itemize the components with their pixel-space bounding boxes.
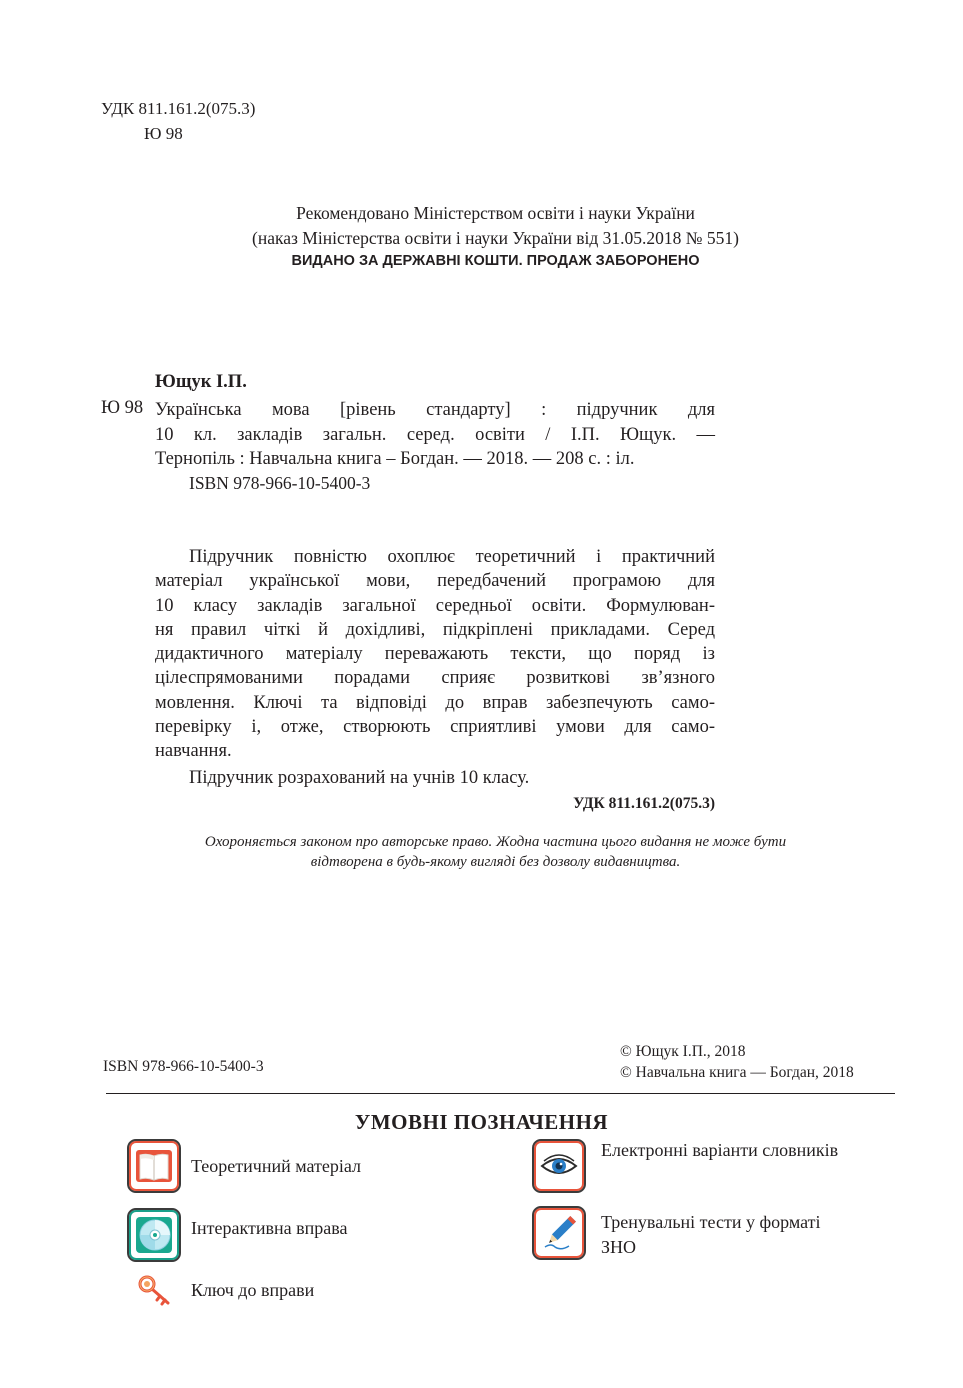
recommendation-line-2: (наказ Міністерства освіти і науки України від 31.05.2018 № 551)	[252, 228, 739, 248]
abstract-line: перевірку і, отже, створюють сприятливі умови для само-	[155, 717, 715, 738]
book-icon	[127, 1139, 181, 1193]
abstract	[155, 545, 715, 790]
book-code: Ю 98	[144, 124, 183, 143]
bibliography-line: Українська мова [рівень стандарту] : підручник для	[155, 400, 715, 420]
copyright-author: © Ющук І.П., 2018	[620, 1043, 746, 1060]
abstract-line: мовлення. Ключі та відповіді до вправ забезпечують само-	[155, 692, 715, 713]
abstract-line: навчання.	[155, 741, 232, 762]
abstract-line: дидактичного матеріалу переважають тексти, що поряд із	[155, 644, 715, 665]
bibliography-code: Ю 98	[101, 398, 144, 418]
abstract-line: Підручник повністю охоплює теоретичний і практичний	[189, 547, 715, 567]
abstract-udk: УДК 811.161.2(075.3)	[573, 795, 715, 812]
bibliography-description	[155, 398, 715, 472]
author-name: Ющук І.П.	[155, 372, 247, 392]
divider	[106, 1093, 895, 1094]
isbn-record: ISBN 978-966-10-5400-3	[189, 473, 371, 493]
udk-header	[101, 96, 255, 146]
legend-label-theory: Теоретичний матеріал	[191, 1156, 362, 1176]
copyright-holders	[620, 1041, 854, 1083]
abstract-line: матеріал української мови, передбачений програмою для	[155, 571, 715, 592]
disc-icon	[127, 1208, 181, 1262]
state-funds-notice: ВИДАНО ЗА ДЕРЖАВНІ КОШТИ. ПРОДАЖ ЗАБОРОНЕНО	[291, 253, 700, 269]
isbn-footer: ISBN 978-966-10-5400-3	[103, 1058, 264, 1075]
legend-label-key: Ключ до вправи	[191, 1280, 315, 1300]
legend-label-interactive: Інтерактивна вправа	[191, 1218, 348, 1238]
pencil-icon	[532, 1206, 586, 1260]
bibliography-line: 10 кл. закладів загальн. серед. освіти / І.П. Ющук. —	[155, 424, 715, 445]
copyright-publisher: © Навчальна книга — Богдан, 2018	[620, 1064, 854, 1081]
copyright-note-line-1: Охороняється законом про авторське право. Жодна частина цього видання не може бути	[204, 834, 787, 850]
copyright-note-line-2: відтворена в будь-якому вигляді без дозволу видавництва.	[310, 854, 681, 870]
legend-label-tests-line-1: Тренувальні тести у форматі	[601, 1212, 821, 1232]
key-icon	[138, 1274, 174, 1306]
abstract-line: 10 класу закладів загальної середньої освіти. Формулюван-	[155, 595, 715, 616]
recommendation-line-1: Рекомендовано Міністерством освіти і науки України	[296, 203, 695, 223]
legend-title: УМОВНІ ПОЗНАЧЕННЯ	[354, 1110, 609, 1134]
legend-label-tests-line-2: ЗНО	[601, 1237, 637, 1257]
abstract-audience: Підручник розрахований на учнів 10 класу.	[189, 767, 530, 788]
copyright-note	[0, 832, 963, 872]
bibliography-line: Тернопіль : Навчальна книга – Богдан. — 2018. — 208 с. : іл.	[155, 449, 635, 469]
abstract-line: цілеспрямованими порадами сприяє розвиткові зв’язного	[155, 668, 715, 689]
eye-icon	[532, 1139, 586, 1193]
recommendation	[0, 201, 963, 251]
udk-code: УДК 811.161.2(075.3)	[101, 99, 256, 118]
legend-label-dictionaries: Електронні варіанти словників	[601, 1140, 839, 1160]
abstract-line: ня правил чіткі й дохідливі, підкріплені прикладами. Серед	[155, 619, 715, 640]
legend-label-tests	[601, 1210, 821, 1260]
